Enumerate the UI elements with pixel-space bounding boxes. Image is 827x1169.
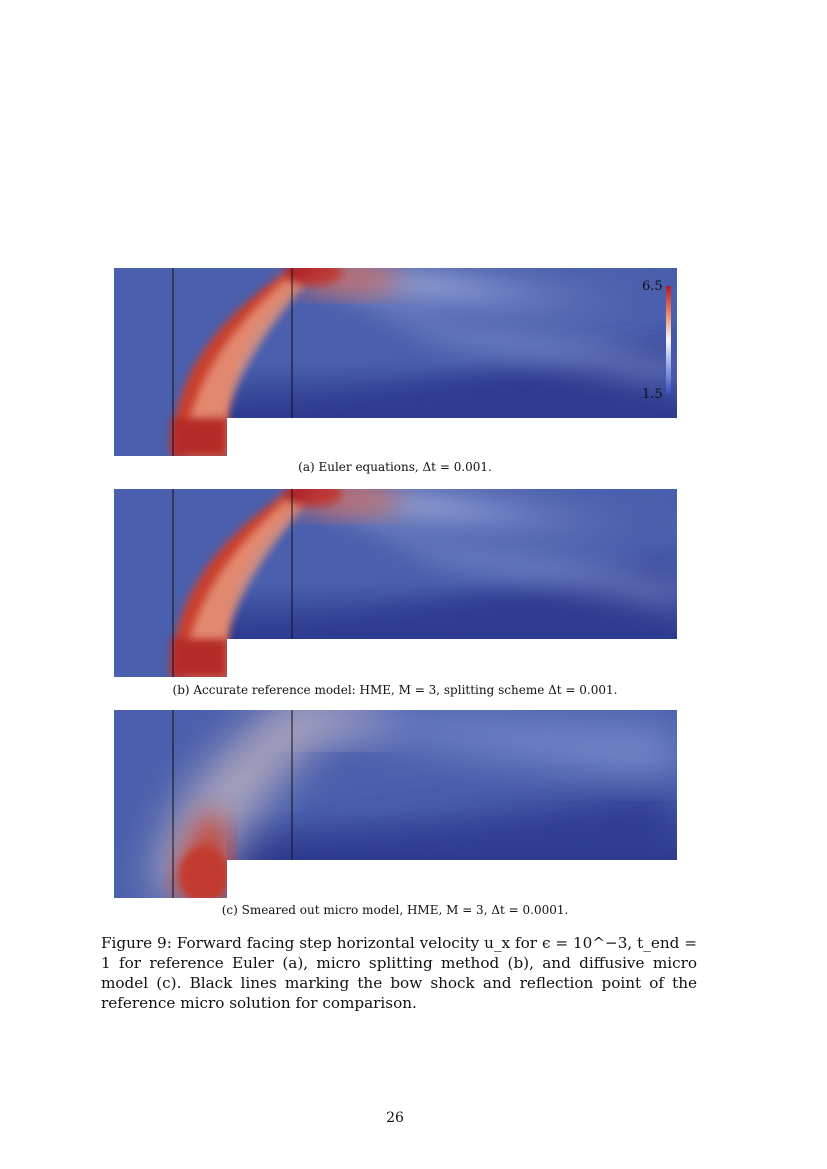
velocity-field-a [114, 268, 677, 456]
subcaption-c: (c) Smeared out micro model, HME, M = 3, Δt = 0.0001. [221, 903, 569, 917]
subcaption-b: (b) Accurate reference model: HME, M = 3, splitting scheme Δt = 0.001. [172, 683, 618, 697]
colorbar-min-label: 1.5 [642, 387, 663, 402]
colorbar-max-label: 6.5 [642, 279, 663, 294]
page-number: 26 [386, 1110, 404, 1126]
colorbar [666, 286, 671, 394]
figure-caption: Figure 9: Forward facing step horizontal velocity u_x for ϵ = 10^−3, t_end = 1 for reference Euler (a), micro splitting method (b), and diffusive micro model (c). Black lines marking the bow shock and reflection point of the reference micro solution for comparison. [101, 934, 697, 1012]
panel-b-plot [114, 489, 677, 677]
subcaption-a: (a) Euler equations, Δt = 0.001. [298, 460, 492, 474]
panel-a-plot [114, 268, 677, 456]
panel-c-plot [114, 710, 677, 898]
velocity-field-c [114, 710, 677, 898]
velocity-field-b [114, 489, 677, 677]
